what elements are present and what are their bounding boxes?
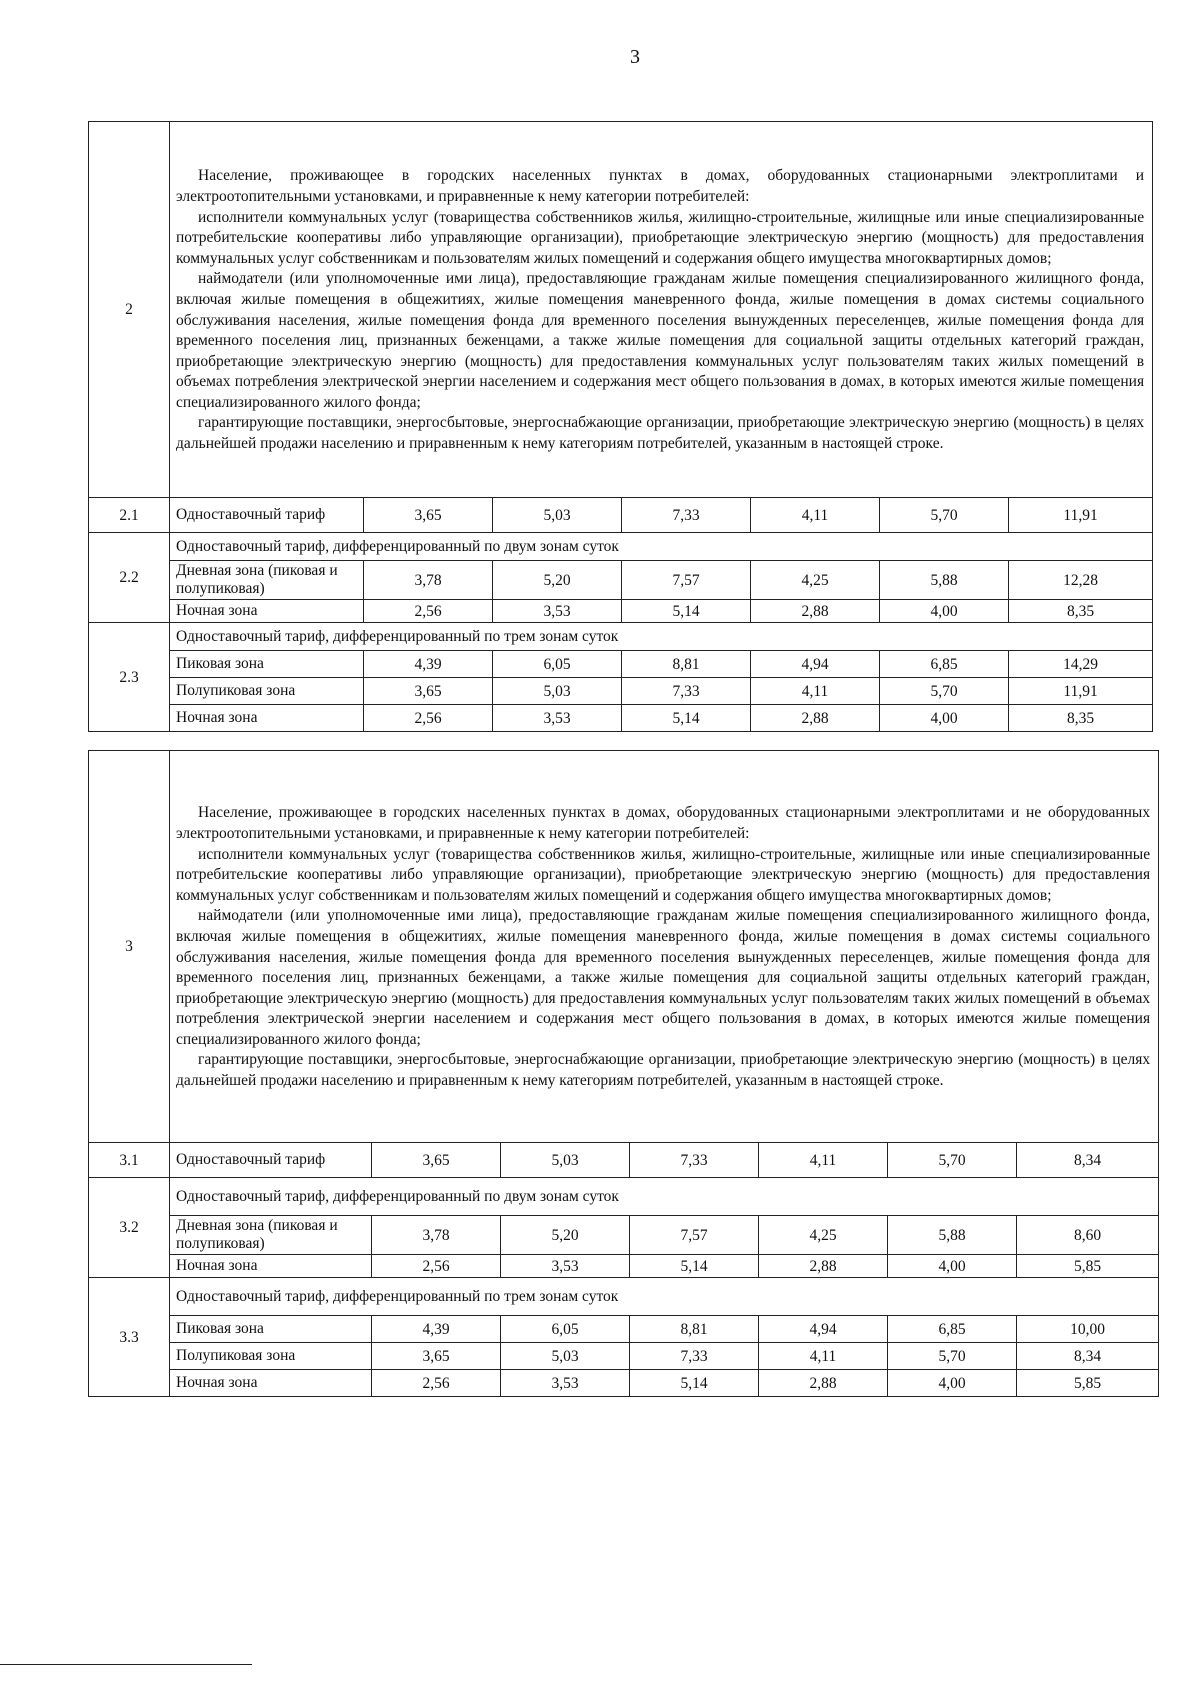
section-description <box>170 751 1159 1143</box>
tariff-value: 4,00 <box>888 1255 1017 1278</box>
row-number: 2.3 <box>89 623 170 732</box>
row-label: Одноставочный тариф <box>170 1143 372 1178</box>
row-number: 3.1 <box>89 1143 170 1178</box>
tariff-value: 8,35 <box>1009 600 1153 623</box>
description-paragraph: Население, проживающее в городских населенных пунктах в домах, оборудованных стационарными электроплитами и не оборудованных электроотопительными установками, и приравненные к нему категории потребителей: <box>176 804 1151 842</box>
tariff-value: 2,56 <box>364 600 493 623</box>
tariff-value: 6,05 <box>493 651 622 678</box>
zone-row <box>89 1255 1159 1278</box>
tariff-value: 5,88 <box>880 561 1009 600</box>
tariff-value: 5,14 <box>630 1255 759 1278</box>
single-rate-row <box>89 498 1153 533</box>
tariff-value: 8,35 <box>1009 705 1153 732</box>
tariff-value: 5,70 <box>888 1143 1017 1178</box>
tariff-value: 5,03 <box>493 678 622 705</box>
tariff-value: 5,14 <box>630 1370 759 1397</box>
tariff-value: 5,03 <box>493 498 622 533</box>
zone-row <box>89 600 1153 623</box>
tariff-value: 7,33 <box>622 678 751 705</box>
zone-label: Дневная зона (пиковая и полупиковая) <box>170 1216 372 1255</box>
zone-row <box>89 1216 1159 1255</box>
section-description <box>170 122 1153 498</box>
tariff-value: 5,14 <box>622 600 751 623</box>
zone-label: Дневная зона (пиковая и полупиковая) <box>170 561 364 600</box>
tariff-value: 3,53 <box>501 1255 630 1278</box>
tariff-value: 8,34 <box>1017 1143 1159 1178</box>
tariff-value: 3,65 <box>372 1143 501 1178</box>
tariff-value: 2,88 <box>759 1370 888 1397</box>
tariff-value: 3,78 <box>364 561 493 600</box>
tariff-value: 2,88 <box>751 600 880 623</box>
tariff-value: 5,14 <box>622 705 751 732</box>
tariff-value: 4,11 <box>751 498 880 533</box>
tariff-table-section-3 <box>88 750 1159 1397</box>
tariff-value: 11,91 <box>1009 678 1153 705</box>
tariff-value: 5,03 <box>501 1343 630 1370</box>
tariff-value: 4,25 <box>751 561 880 600</box>
zone-row <box>89 651 1153 678</box>
zone-label: Ночная зона <box>170 705 364 732</box>
tariff-value: 8,60 <box>1017 1216 1159 1255</box>
tariff-value: 4,94 <box>751 651 880 678</box>
single-rate-row <box>89 1143 1159 1178</box>
zone-row <box>89 678 1153 705</box>
row-label: Одноставочный тариф <box>170 498 364 533</box>
tariff-value: 6,05 <box>501 1316 630 1343</box>
zone-row <box>89 1316 1159 1343</box>
tariff-value: 4,39 <box>372 1316 501 1343</box>
description-paragraph: гарантирующие поставщики, энергосбытовые, энергоснабжающие организации, приобретающие электрическую энергию (мощность) в целях дальнейшей продажи населению и приравненным к нему категориям потребителей, указанным в настоящей строке. <box>176 414 1145 453</box>
tariff-value: 8,81 <box>630 1316 759 1343</box>
footer-rule <box>0 1664 252 1665</box>
tariff-value: 6,85 <box>880 651 1009 678</box>
zone-label: Полупиковая зона <box>170 1343 372 1370</box>
tariff-value: 2,88 <box>751 705 880 732</box>
zone-group-title: Одноставочный тариф, дифференцированный по трем зонам суток <box>170 1278 1159 1316</box>
tariff-value: 7,57 <box>622 561 751 600</box>
row-number: 3.2 <box>89 1178 170 1278</box>
zone-label: Пиковая зона <box>170 1316 372 1343</box>
tariff-value: 5,20 <box>493 561 622 600</box>
tariff-value: 7,33 <box>630 1143 759 1178</box>
section-number: 3 <box>89 751 170 1143</box>
tariff-value: 4,00 <box>880 600 1009 623</box>
zone-label: Полупиковая зона <box>170 678 364 705</box>
tariff-value: 7,33 <box>622 498 751 533</box>
description-paragraph: Население, проживающее в городских населенных пунктах в домах, оборудованных стационарными электроплитами и электроотопительными установками, и приравненные к нему категории потребителей: <box>176 167 1145 205</box>
zone-row <box>89 561 1153 600</box>
tariff-value: 3,65 <box>364 498 493 533</box>
zone-label: Ночная зона <box>170 1255 372 1278</box>
description-paragraph: наймодатели (или уполномоченные ими лица), предоставляющие гражданам жилые помещения специализированного жилищного фонда, включая жилые помещения в общежитиях, жилые помещения маневренного фонда, жилые помещения в домах системы социального обслуживания населения, жилые помещения фонда для временного поселения вынужденных переселенцев, жилые помещения фонда для временного поселения лиц, признанных беженцами, а также жилые помещения для социальной защиты отдельных категорий граждан, приобретающие электрическую энергию (мощность) для предоставления коммунальных услуг пользователям таких жилых помещений в объемах потребления электрической энергии населением и содержания мест общего пользования в домах, в которых имеются жилые помещения специализированного жилого фонда; <box>176 270 1145 411</box>
tariff-value: 14,29 <box>1009 651 1153 678</box>
tariff-table-section-2 <box>88 121 1153 732</box>
tariff-value: 3,78 <box>372 1216 501 1255</box>
tariff-value: 7,33 <box>630 1343 759 1370</box>
tariff-value: 8,81 <box>622 651 751 678</box>
tariff-value: 5,70 <box>880 678 1009 705</box>
tariff-value: 4,11 <box>751 678 880 705</box>
tariff-value: 5,70 <box>888 1343 1017 1370</box>
zone-group-title: Одноставочный тариф, дифференцированный по двум зонам суток <box>170 533 1153 561</box>
tariff-value: 4,25 <box>759 1216 888 1255</box>
tariff-value: 4,00 <box>880 705 1009 732</box>
tariff-value: 12,28 <box>1009 561 1153 600</box>
zone-row <box>89 1343 1159 1370</box>
description-paragraph: наймодатели (или уполномоченные ими лица), предоставляющие гражданам жилые помещения специализированного жилищного фонда, включая жилые помещения в общежитиях, жилые помещения маневренного фонда, жилые помещения в домах системы социального обслуживания населения, жилые помещения фонда для временного поселения вынужденных переселенцев, жилые помещения фонда для временного поселения лиц, признанных беженцами, а также жилые помещения для социальной защиты отдельных категорий граждан, приобретающие электрическую энергию (мощность) для предоставления коммунальных услуг пользователям таких жилых помещений в объемах потребления электрической энергии населением и содержания мест общего пользования в домах, в которых имеются жилые помещения специализированного жилого фонда; <box>176 907 1151 1048</box>
tariff-value: 5,88 <box>888 1216 1017 1255</box>
zone-row <box>89 705 1153 732</box>
tariff-value: 3,53 <box>493 600 622 623</box>
description-paragraph: исполнители коммунальных услуг (товарищества собственников жилья, жилищно-строительные, жилищные или иные специализированные потребительские кооперативы либо управляющие организации), приобретающие электрическую энергию (мощность) для предоставления коммунальных услуг собственникам и пользователям жилых помещений и содержания общего имущества многоквартирных домов; <box>176 208 1145 267</box>
tariff-value: 8,34 <box>1017 1343 1159 1370</box>
section-number: 2 <box>89 122 170 498</box>
row-number: 2.1 <box>89 498 170 533</box>
description-paragraph: исполнители коммунальных услуг (товарищества собственников жилья, жилищно-строительные, жилищные или иные специализированные потребительские кооперативы либо управляющие организации), приобретающие электрическую энергию (мощность) для предоставления коммунальных услуг собственникам и пользователям жилых помещений и содержания общего имущества многоквартирных домов; <box>176 845 1151 904</box>
zone-group-title: Одноставочный тариф, дифференцированный по двум зонам суток <box>170 1178 1159 1216</box>
zone-title-row <box>89 533 1153 561</box>
tariff-value: 10,00 <box>1017 1316 1159 1343</box>
zone-label: Ночная зона <box>170 1370 372 1397</box>
tariff-value: 4,11 <box>759 1343 888 1370</box>
tariff-value: 2,56 <box>364 705 493 732</box>
tariff-value: 5,20 <box>501 1216 630 1255</box>
tariff-value: 2,56 <box>372 1255 501 1278</box>
row-number: 2.2 <box>89 533 170 623</box>
tariff-value: 11,91 <box>1009 498 1153 533</box>
description-paragraph: гарантирующие поставщики, энергосбытовые, энергоснабжающие организации, приобретающие электрическую энергию (мощность) в целях дальнейшей продажи населению и приравненным к нему категориям потребителей, указанным в настоящей строке. <box>176 1051 1151 1090</box>
zone-label: Пиковая зона <box>170 651 364 678</box>
tariff-value: 3,53 <box>493 705 622 732</box>
tariff-value: 2,88 <box>759 1255 888 1278</box>
tariff-value: 6,85 <box>888 1316 1017 1343</box>
zone-row <box>89 1370 1159 1397</box>
description-row <box>89 751 1159 1143</box>
tariff-value: 2,56 <box>372 1370 501 1397</box>
tariff-value: 5,85 <box>1017 1255 1159 1278</box>
tariff-value: 4,00 <box>888 1370 1017 1397</box>
zone-group-title: Одноставочный тариф, дифференцированный по трем зонам суток <box>170 623 1153 651</box>
tariff-value: 5,03 <box>501 1143 630 1178</box>
zone-title-row <box>89 1178 1159 1216</box>
tariff-value: 4,39 <box>364 651 493 678</box>
zone-title-row <box>89 1278 1159 1316</box>
tariff-value: 5,70 <box>880 498 1009 533</box>
tariff-value: 3,65 <box>364 678 493 705</box>
tariff-value: 4,11 <box>759 1143 888 1178</box>
page-number: 3 <box>630 46 640 68</box>
tariff-value: 5,85 <box>1017 1370 1159 1397</box>
tariff-value: 7,57 <box>630 1216 759 1255</box>
tariff-value: 3,53 <box>501 1370 630 1397</box>
tariff-value: 4,94 <box>759 1316 888 1343</box>
tariff-value: 3,65 <box>372 1343 501 1370</box>
zone-title-row <box>89 623 1153 651</box>
row-number: 3.3 <box>89 1278 170 1397</box>
zone-label: Ночная зона <box>170 600 364 623</box>
description-row <box>89 122 1153 498</box>
